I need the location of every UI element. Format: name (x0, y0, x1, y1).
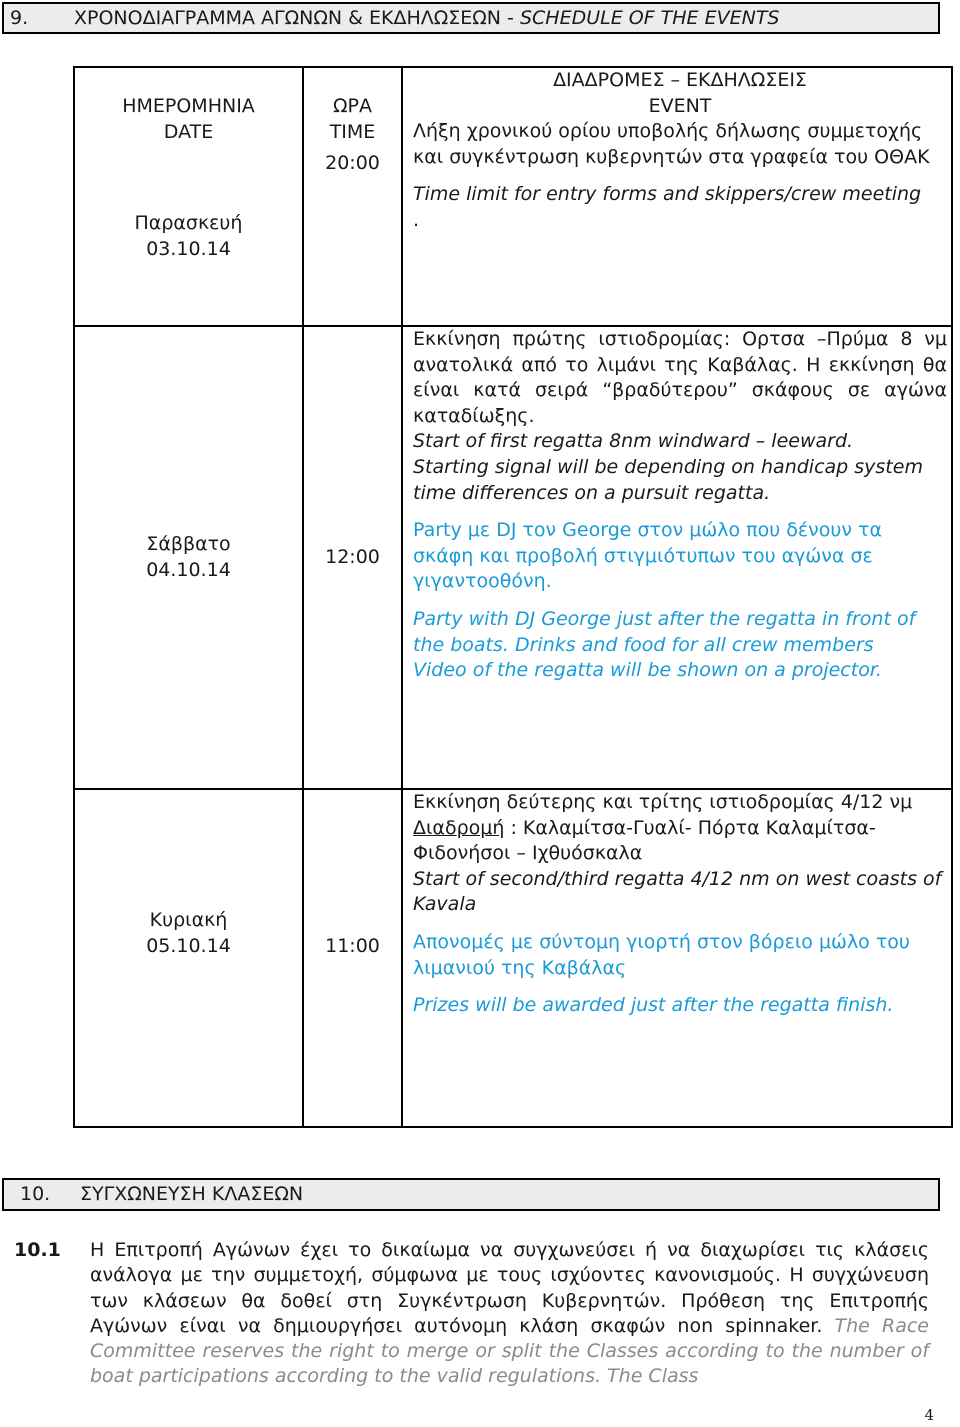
event-cell (402, 67, 952, 326)
route-label: Διαδρομή (413, 816, 505, 839)
event-text-gr: Εκκίνηση πρώτης ιστιοδρομίας: Ορτσα –Πρύμα 8 νμ ανατολικά από το λιμάνι της Καβάλας. Η εκκίνηση θα είναι κατά σειρά “βραδύτερου” σκάφους σε αγώνα καταδίωξης. (413, 328, 947, 427)
date-cell (74, 326, 303, 789)
row-time: 20:00 (325, 152, 380, 175)
event-text-en: Starting signal will be depending on handicap system time differences on a pursuit regatta. (413, 455, 923, 504)
date-cell (74, 789, 303, 1127)
row-day: Σάββατο (146, 532, 231, 555)
page-number: 4 (924, 1406, 934, 1424)
route-text (413, 816, 947, 867)
section-10-header (2, 1178, 940, 1211)
section-9-header (2, 2, 940, 34)
header-date-en: DATE (163, 120, 214, 143)
row-date: 03.10.14 (146, 237, 231, 260)
event-text-en: Start of second/third regatta 4/12 nm on west coasts of Kavala (413, 867, 942, 916)
time-cell (303, 67, 402, 326)
party-text-gr: Party με DJ τον George στον μώλο που δένουν τα σκάφη και προβολή στιγμιότυπων του αγώνα σε γιγαντοοθόνη. (413, 519, 882, 593)
schedule-table (73, 66, 953, 1128)
row-day: Παρασκευή (134, 212, 243, 235)
party-en-1: Party with DJ George just after the regatta in front of the boats. (413, 607, 916, 656)
prize-text-en: Prizes will be awarded just after the regatta finish. (413, 994, 894, 1017)
event-text-gr: Λήξη χρονικού ορίου υποβολής δήλωσης συμμετοχής και συγκέντρωση κυβερνητών στα γραφεία του ΟΘΑΚ (413, 120, 930, 168)
event-text-en: Start of first regatta 8nm windward – leeward. (413, 430, 854, 453)
section-title-en: SCHEDULE OF THE EVENTS (519, 7, 780, 29)
header-date-gr: ΗΜΕΡΟΜΗΝΙΑ (122, 95, 255, 117)
party-en-3: Video of the regatta will be shown on a projector. (413, 659, 882, 682)
header-event-gr: ΔΙΑΔΡΟΜΕΣ – ΕΚΔΗΛΩΣΕΙΣ (553, 69, 807, 91)
header-time-en: TIME (329, 120, 376, 143)
time-cell (303, 789, 402, 1127)
table-row (74, 67, 952, 326)
section-title (74, 4, 780, 32)
section-number: 10. (20, 1183, 51, 1205)
paragraph-text-en: The Race Committee reserves the right to merge or split the Classes according to the number of boat participations according to the valid regulations. The Class (90, 1314, 929, 1388)
header-time-gr: ΩΡΑ (333, 95, 372, 117)
section-title: ΣΥΓΧΩΝΕΥΣΗ ΚΛΑΣΕΩΝ (80, 1183, 304, 1205)
header-event-en: EVENT (648, 94, 712, 117)
paragraph-number: 10.1 (14, 1239, 61, 1261)
section-number: 9. (10, 7, 29, 29)
time-cell (303, 326, 402, 789)
event-cell (402, 326, 952, 789)
party-text-en (413, 607, 947, 658)
event-text-en: Time limit for entry forms and skippers/crew meeting (413, 183, 922, 206)
row-day: Κυριακή (149, 909, 228, 931)
party-en-2: Drinks and food for all crew members (514, 633, 874, 656)
paragraph-text-gr: Η Επιτροπή Αγώνων έχει το δικαίωμα να συγχωνεύσει ή να διαχωρίσει τις κλάσεις ανάλογα με την συμμετοχή, σύμφωνα με τους ισχύοντες κανονισμούς. Η συγχώνευση των κλάσεων θα δοθεί στη Συγκέντρωση Κυβερνητών. Πρόθεση της Επιτροπής Αγώνων είναι να δημιουργήσει αυτόνομη κλάση σκαφών non spinnaker. (90, 1239, 929, 1337)
row-date: 04.10.14 (146, 558, 231, 581)
table-row (74, 326, 952, 789)
paragraph-body (90, 1238, 929, 1390)
event-cell (402, 789, 952, 1127)
table-row (74, 789, 952, 1127)
event-dot: . (413, 208, 420, 231)
section-title-gr: ΧΡΟΝΟΔΙΑΓΡΑΜΜΑ ΑΓΩΝΩΝ & ΕΚΔΗΛΩΣΕΩΝ - (74, 7, 520, 29)
event-text-gr: Εκκίνηση δεύτερης και τρίτης ιστιοδρομίας 4/12 νμ (413, 791, 913, 813)
row-time: 11:00 (325, 935, 380, 957)
date-cell (74, 67, 303, 326)
row-time: 12:00 (325, 545, 380, 568)
route-value: : Καλαμίτσα-Γυαλί- Πόρτα Καλαμίτσα-Φιδονήσοι – Ιχθυόσκαλα (413, 816, 876, 865)
row-date: 05.10.14 (146, 934, 231, 957)
paragraph-10-1 (14, 1238, 929, 1390)
prize-text-gr: Απονομές με σύντομη γιορτή στον βόρειο μώλο του λιμανιού της Καβάλας (413, 930, 910, 979)
